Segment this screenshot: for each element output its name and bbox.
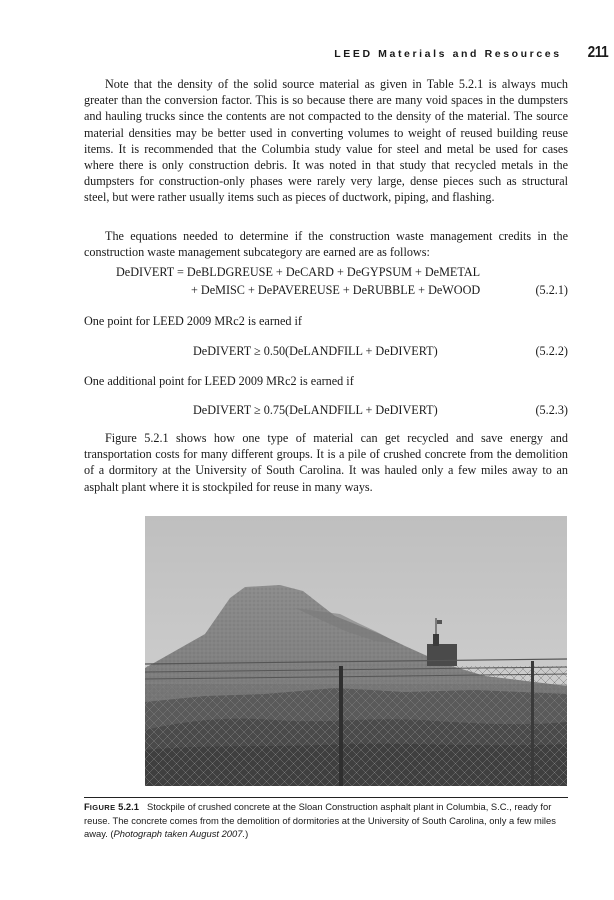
equation-number-5-2-3: (5.2.3) xyxy=(535,403,568,417)
caption-photo-date: Photograph taken August 2007. xyxy=(113,828,246,839)
equation-number-5-2-1: (5.2.1) xyxy=(535,283,568,297)
running-head: LEED Materials and Resources xyxy=(334,48,562,60)
page-header xyxy=(334,44,608,62)
figure-number: 5.2.1 xyxy=(118,801,139,812)
paragraph-figure-reference: Figure 5.2.1 shows how one type of material can get recycled and save energy and transportation costs for many different groups. It is a pile of crushed concrete from the demolition of a dormitory at the University of South Carolina. It was hauled only a few miles away to an asphalt plant where it is stockpiled for reuse in many ways. xyxy=(84,431,568,494)
fence-post xyxy=(339,666,343,786)
figure-caption xyxy=(84,800,568,840)
figure-label: FIGURE xyxy=(84,801,116,812)
equation-5-2-1-line2: + DeMISC + DePAVEREUSE + DeRUBBLE + DeWOOD xyxy=(191,283,481,297)
paragraph-point-one: One point for LEED 2009 MRc2 is earned if xyxy=(84,314,302,328)
caption-rule xyxy=(84,797,568,798)
caption-text: Stockpile of crushed concrete at the Sloan Construction asphalt plant in Columbia, S.C., ready for reuse. The concrete comes from the demolition of dormitories at the University of South Carolina, only a few miles away. ( xyxy=(84,801,556,839)
equation-5-2-1-line1: DeDIVERT = DeBLDGREUSE + DeCARD + DeGYPSUM + DeMETAL xyxy=(116,265,481,279)
plant-structure xyxy=(427,644,457,666)
caption-end: ) xyxy=(245,828,249,839)
paragraph-point-two: One additional point for LEED 2009 MRc2 is earned if xyxy=(84,374,354,388)
equation-5-2-2: DeDIVERT ≥ 0.50(DeLANDFILL + DeDIVERT) xyxy=(193,344,438,358)
figure-photo-concrete-stockpile xyxy=(145,516,567,786)
page-number: 211 xyxy=(587,44,608,61)
paragraph-density: Note that the density of the solid source material as given in Table 5.2.1 is always much greater than the conversion factor. This is so because there are many void spaces in the dumpsters and hauling trucks since the contents are not compacted to the density of the material. The source material densities may be better used in converting volumes to weight of reused building reuse items. It is recommended that the Columbia study value for steel and metal be used for cases where there is only construction debris. It was noted in that study that recycled metals in the dumpsters for construction-only phases were rarely very large, dense pieces such as structural steel, but were rather usually items such as pieces of ductwork, piping, and flashing. xyxy=(84,77,568,205)
equation-number-5-2-2: (5.2.2) xyxy=(535,344,568,358)
paragraph-equations-intro: The equations needed to determine if the construction waste management credits in the construction waste management subcategory are earned are as follows: xyxy=(84,229,568,260)
equation-5-2-3: DeDIVERT ≥ 0.75(DeLANDFILL + DeDIVERT) xyxy=(193,403,438,417)
chain-link-fence xyxy=(145,666,567,786)
